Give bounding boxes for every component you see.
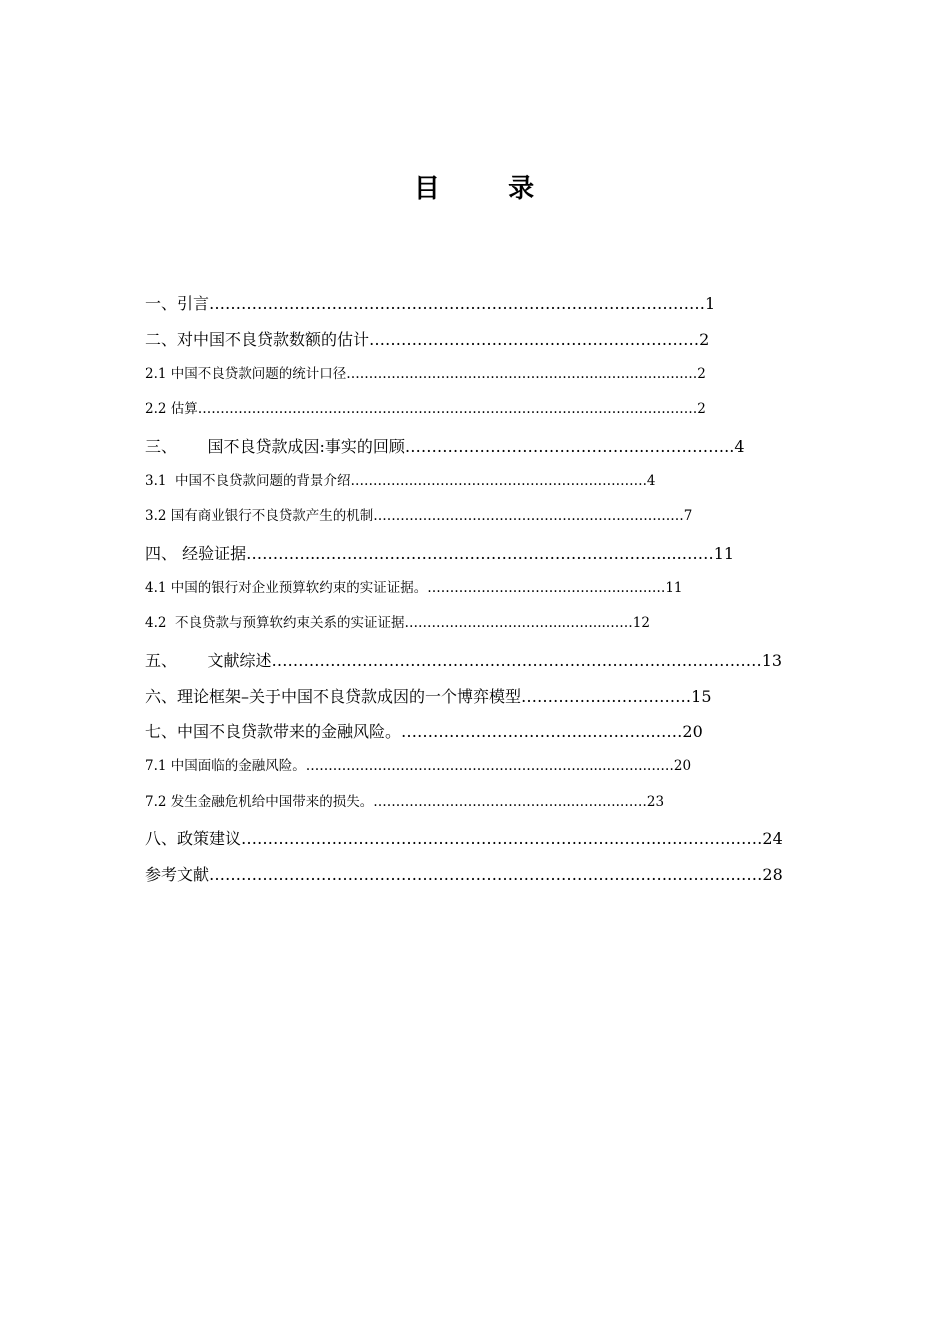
toc-entry-references[interactable]: 参考文献……………………………………………………………………..……..……….……28 [145, 865, 783, 884]
toc-entry-theoretical-framework[interactable]: 六、理论框架–关于中国不良贷款成因的一个博弈模型……………..……………15 [145, 687, 712, 706]
toc-entry-financial-risk[interactable]: 七、中国不良贷款带来的金融风险。……………………………...………..……20 [145, 722, 703, 741]
toc-entry-literature-review[interactable]: 五、 文献综述…………………………………..……………………………………………13 [145, 651, 783, 670]
page-title: 目 录 [413, 174, 537, 204]
toc-entry-background[interactable]: 3.1 中国不良贷款问题的背景介绍…………..…………………………………………….4 [145, 473, 656, 489]
toc-entry-npl-causes[interactable]: 三、 国不良贷款成因:事实的回顾……………………………………...……………..4 [145, 437, 745, 456]
toc-entry-risks-faced[interactable]: 7.1 中国面临的金融风险。………………………………………………………...……….……20 [145, 758, 692, 774]
toc-entry-introduction[interactable]: 一、引言…………………………………………………………………………………1 [145, 294, 716, 313]
toc-entry-statistical-scope[interactable]: 2.1 中国不良贷款问题的统计口径……………………………………………………………………2 [145, 366, 706, 382]
toc-entry-estimation[interactable]: 2.2 估算…………………………………………………………………………………………………2 [145, 401, 706, 417]
toc-entry-soft-budget-evidence[interactable]: 4.1 中国的银行对企业预算软约束的实证证据。……………………………………..………11 [145, 580, 683, 596]
toc-entry-npl-soft-budget-relation[interactable]: 4.2 不良贷款与预算软约束关系的实证证据……………………………...……...……12 [145, 615, 650, 631]
toc-entry-npl-estimate[interactable]: 二、对中国不良贷款数额的估计…………………………..…………………………2 [145, 330, 710, 349]
toc-entry-empirical-evidence[interactable]: 四、 经验证据…………..……………………………………………………….....……11 [145, 544, 735, 563]
toc-entry-crisis-losses[interactable]: 7.2 发生金融危机给中国带来的损失。……………………………………...……….……23 [145, 794, 665, 810]
toc-entry-mechanism[interactable]: 3.2 国有商业银行不良贷款产生的机制……………………………………………………………7 [145, 508, 693, 524]
toc-entry-policy-suggestions[interactable]: 八、政策建议……………………………………………………………..……..………….……24 [145, 829, 783, 848]
